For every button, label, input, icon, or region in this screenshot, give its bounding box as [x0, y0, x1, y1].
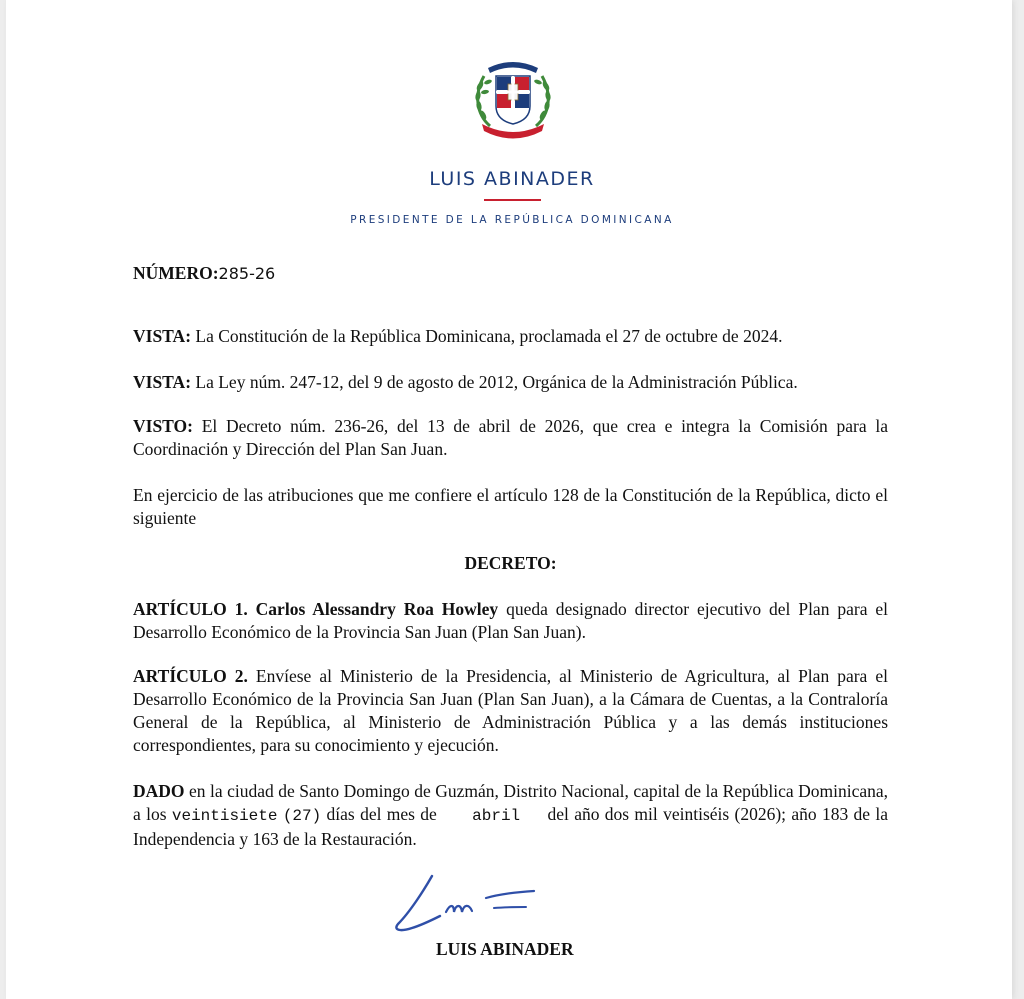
- header-divider: [484, 199, 541, 201]
- article-1: ARTÍCULO 1. Carlos Alessandry Roa Howley queda designado director ejecutivo del Plan para el Desarrollo Económico de la Provincia San Juan (Plan San Juan).: [133, 599, 889, 642]
- typed-day-number: (27): [282, 807, 322, 825]
- dado-paragraph: DADO en la ciudad de Santo Domingo de Guzmán, Distrito Nacional, capital de la República Dominicana, a los veintisiete (27) días del mes de abril del año dos mil veintiséis (2026); año 183 de la Independencia y 163 de la Restauración.: [133, 781, 889, 849]
- typed-day-words: veintisiete: [171, 807, 278, 825]
- coat-of-arms-emblem: [470, 54, 556, 140]
- typed-month: abril: [472, 807, 521, 825]
- preamble: En ejercicio de las atribuciones que me confiere el artículo 128 de la Constitución de la República, dicto el siguiente: [133, 485, 888, 528]
- handwritten-signature: [388, 870, 548, 940]
- decree-heading: DECRETO:: [464, 553, 557, 573]
- consideration-2: VISTA: La Ley núm. 247-12, del 9 de agosto de 2012, Orgánica de la Administración Pública.: [133, 372, 798, 392]
- article-2: ARTÍCULO 2. Envíese al Ministerio de la Presidencia, al Ministerio de Agricultura, al Plan para el Desarrollo Económico de la Provincia San Juan (Plan San Juan), a la Cámara de Cuentas, a la Contraloría General de la República, al Ministerio de Administración Pública y a las demás instituciones correspondientes, para su conocimiento y ejecución.: [133, 666, 888, 755]
- author-title-header: PRESIDENTE DE LA REPÚBLICA DOMINICANA: [350, 214, 674, 226]
- decree-number: NÚMERO:285-26: [133, 263, 276, 283]
- consideration-3: VISTO: El Decreto núm. 236-26, del 13 de abril de 2026, que crea e integra la Comisión para la Coordinación y Dirección del Plan San Juan.: [133, 416, 889, 459]
- author-name-header: LUIS ABINADER: [429, 168, 595, 190]
- signer-name: LUIS ABINADER: [436, 939, 574, 959]
- consideration-1: VISTA: La Constitución de la República Dominicana, proclamada el 27 de octubre de 2024.: [133, 326, 783, 346]
